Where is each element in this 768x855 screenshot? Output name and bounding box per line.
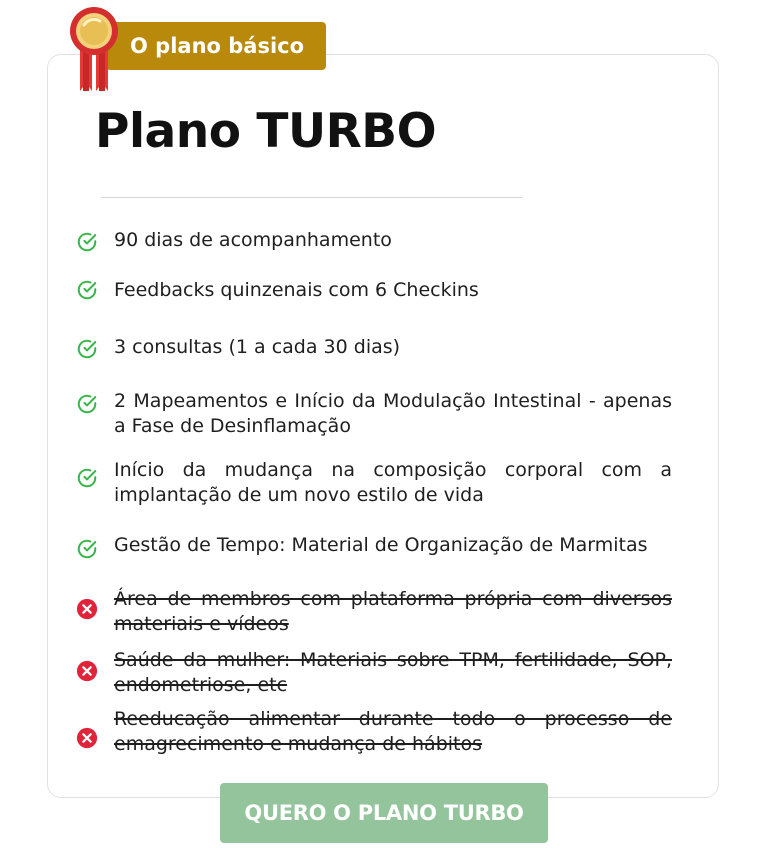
feature-text: Reeducação alimentar durante todo o processo de emagrecimento e mudança de hábitos xyxy=(114,708,672,755)
check-circle-icon xyxy=(76,231,98,253)
feature-text: Início da mudança na composição corporal com a implantação de um novo estilo de vida xyxy=(114,459,672,506)
x-circle-icon xyxy=(76,598,98,620)
x-circle-icon xyxy=(76,660,98,682)
feature-text: Área de membros com plataforma própria com diversos materiais e vídeos xyxy=(114,588,672,635)
check-circle-icon xyxy=(76,338,98,360)
feature-text: Saúde da mulher: Materiais sobre TPM, fertilidade, SOP, endometriose, etc xyxy=(114,649,672,696)
divider xyxy=(101,197,522,198)
check-circle-icon xyxy=(76,538,98,560)
feature-text: Feedbacks quinzenais com 6 Checkins xyxy=(114,279,479,301)
medal-ribbon-icon xyxy=(66,5,122,91)
plan-badge xyxy=(106,22,326,70)
feature-text: 2 Mapeamentos e Início da Modulação Intestinal - apenas a Fase de Desinflamação xyxy=(114,390,672,437)
feature-text: 3 consultas (1 a cada 30 dias) xyxy=(114,336,401,358)
check-circle-icon xyxy=(76,467,98,489)
check-circle-icon xyxy=(76,279,98,301)
feature-text: 90 dias de acompanhamento xyxy=(114,229,392,251)
x-circle-icon xyxy=(76,727,98,749)
cta-button[interactable] xyxy=(220,783,548,843)
plan-title: Plano TURBO xyxy=(95,104,437,159)
check-circle-icon xyxy=(76,393,98,415)
feature-text: Gestão de Tempo: Material de Organização de Marmitas xyxy=(114,534,648,556)
cta-button-label: QUERO O PLANO TURBO xyxy=(244,801,524,825)
plan-badge-label: O plano básico xyxy=(130,34,305,58)
